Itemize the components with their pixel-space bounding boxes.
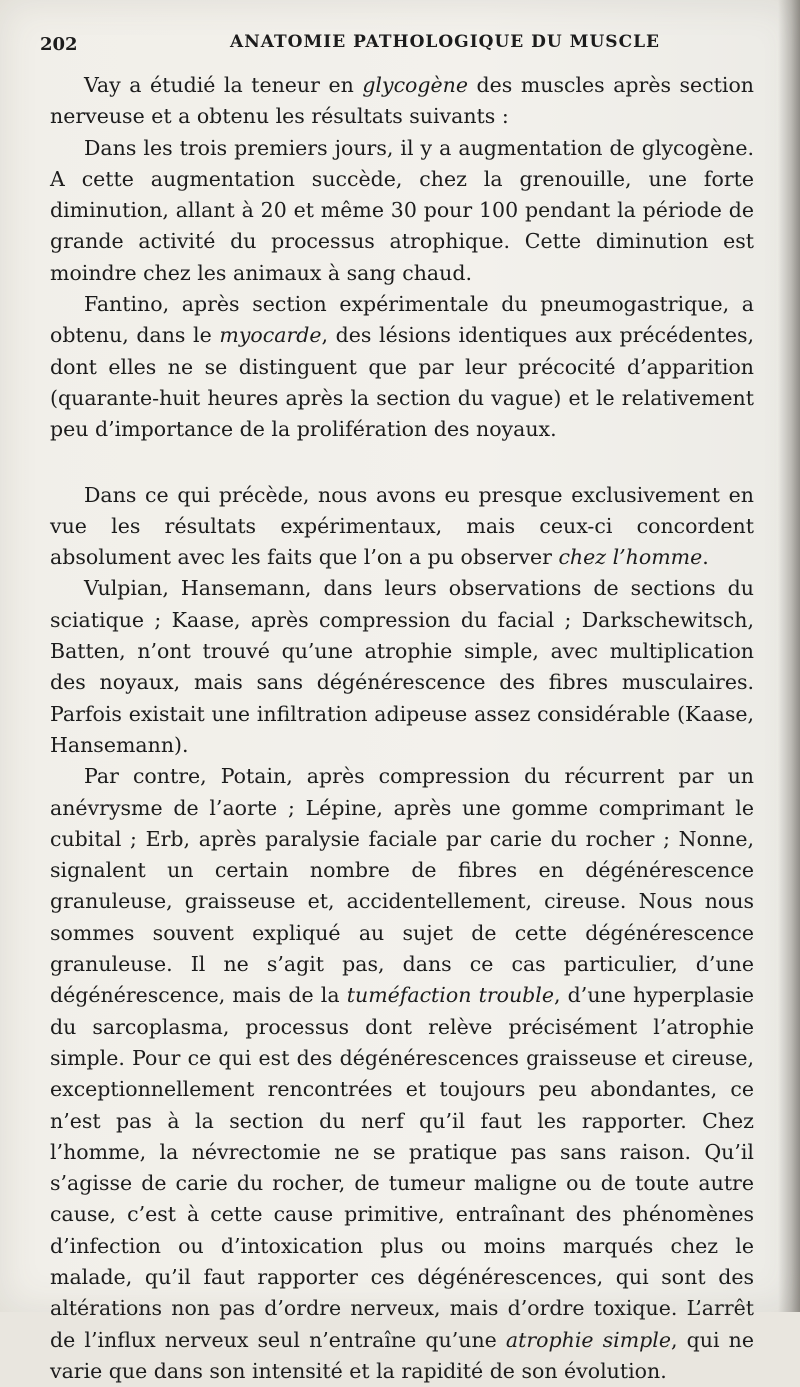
italic-text-run: glycogène xyxy=(362,73,468,97)
page-header xyxy=(40,32,760,60)
paragraph-vay-glycogen xyxy=(50,70,754,133)
italic-text-run: myocarde xyxy=(219,323,322,348)
page-gutter-shadow xyxy=(778,0,800,1312)
text-run: Vay a étudié la teneur en xyxy=(84,73,363,97)
text-run: , qui ne varie que dans son intensité et la rapidité de son évolution. xyxy=(50,1327,754,1383)
running-head: ANATOMIE PATHOLOGIQUE DU MUSCLE xyxy=(230,32,661,52)
text-run: Dans ce qui précède, nous avons eu presque exclusivement en vue les résultats expérimentaux, mais ceux-ci concordent absolument avec les faits que l’on a pu observer xyxy=(50,482,754,570)
text-run: Dans les trois premiers jours, il y a augmentation de glycogène. A cette augmentation succède, chez la grenouille, une forte diminution, allant à 20 et même 30 pour 100 pendant la période de grande activité du processus atrophique. Cette diminution est moindre chez les animaux à sang chaud. xyxy=(50,135,754,285)
text-run: des muscles après section nerveuse et a obtenu les résultats suivants : xyxy=(50,73,754,129)
text-run: . xyxy=(702,545,709,570)
paragraph-first-days xyxy=(50,133,754,289)
paragraph-fantino xyxy=(50,289,754,445)
text-run: Fantino, après section expérimentale du pneumogastrique, a obtenu, dans le xyxy=(50,292,754,348)
paragraph-vulpian xyxy=(50,573,754,761)
text-run: , des lésions identiques aux précédentes, dont elles ne se distinguent que par leur précocité d’apparition (quarante-huit heures après la section du vague) et le relativement peu d’importance de la prolifération des noyaux. xyxy=(50,323,755,442)
text-run: Vulpian, Hansemann, dans leurs observations de sections du sciatique ; Kaase, après compression du facial ; Darkschewitsch, Batten, n’ont trouvé qu’une atrophie simple, avec multiplication des noyaux, mais sans dégénérescence des fibres musculaires. Parfois existait une infiltration adipeuse assez considérable (Kaase, Hansemann). xyxy=(50,576,754,757)
text-run: , d’une hyperplasie du sarcoplasma, processus dont relève précisément l’atrophie simple. Pour ce qui est des dégénérescences graisseuse et cireuse, exceptionnellement rencontrées et toujours peu abondantes, ce n’est pas à la section du nerf qu’il faut les rapporter. Chez l’homme, la névrectomie ne se pratique pas sans raison. Qu’il s’agisse de carie du rocher, de tumeur maligne ou de toute autre cause, c’est à cette cause primitive, entraînant des phénomènes d’infection ou d’intoxication plus ou moins marqués chez le malade, qu’il faut rapporter ces dégénérescences, qui sont des altérations non pas d’ordre nerveux, mais d’ordre toxique. L’arrêt de l’influx nerveux seul n’entraîne qu’une xyxy=(50,983,754,1352)
italic-text-run: atrophie simple xyxy=(505,1327,671,1352)
italic-text-run: tuméfaction trouble xyxy=(346,983,554,1008)
page-number: 202 xyxy=(40,34,78,55)
paragraph-chez-homme xyxy=(50,480,754,574)
text-run: Par contre, Potain, après compression du récurrent par un anévrysme de l’aorte ; Lépine, après une gomme comprimant le cubital ; Erb, après paralysie faciale par carie du rocher ; Nonne, signalent un certain nombre de fibres en dégénérescence granuleuse, graisseuse et, accidentellement, cireuse. Nous nous sommes souvent expliqué au sujet de cette dégénérescence granuleuse. Il ne s’agit pas, dans ce cas particulier, d’une dégénérescence, mais de la xyxy=(50,764,754,1008)
body-text xyxy=(50,70,754,1387)
paragraph-potain xyxy=(50,761,754,1387)
italic-text-run: chez l’homme xyxy=(558,545,703,570)
